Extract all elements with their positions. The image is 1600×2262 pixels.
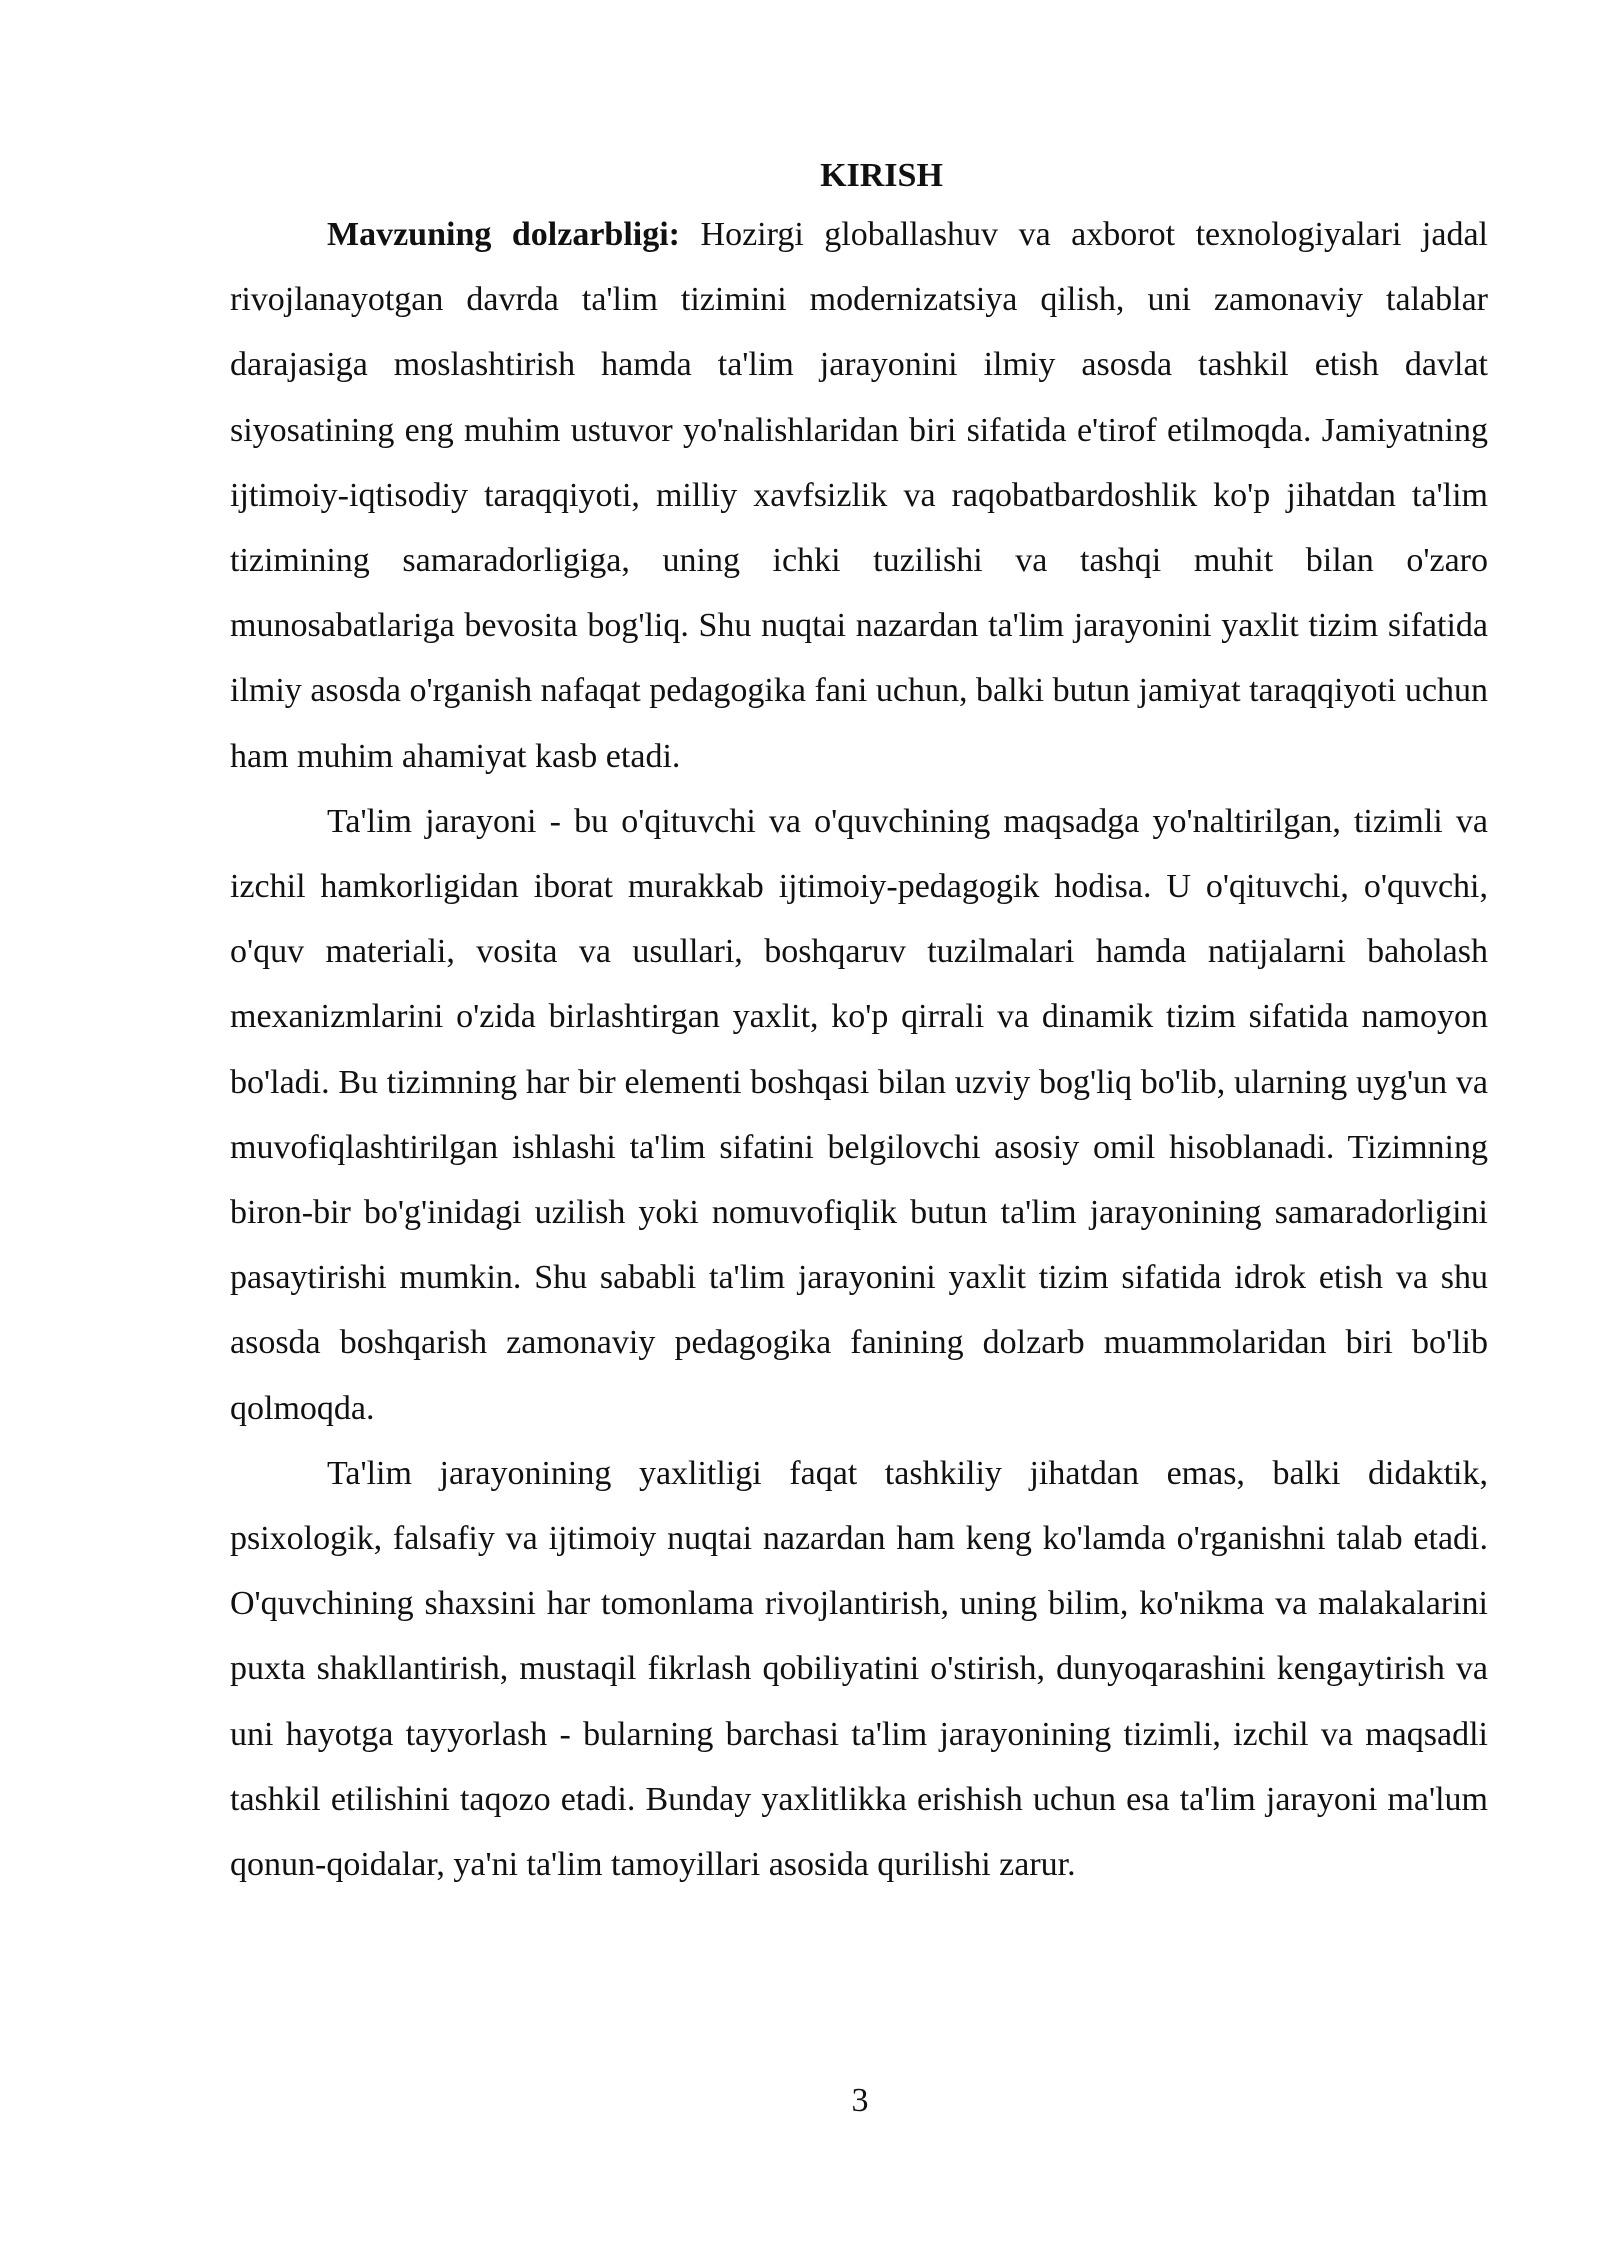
page-number: 3 — [851, 2082, 869, 2119]
paragraph-1-text: Hozirgi globallashuv va axborot texnologiyalari jadal rivojlanayotgan davrda ta'lim tizimini modernizatsiya qilish, uni zamonaviy talablar darajasiga moslashtirish hamda ta'lim jarayonini ilmiy asosda tashkil etish davlat siyosatining eng muhim ustuvor yo'nalishlaridan biri sifatida e'tirof etilmoqda. Jamiyatning ijtimoiy-iqtisodiy taraqqiyoti, milliy xavfsizlik va raqobatbardoshlik ko'p jihatdan ta'lim tizimining samaradorligiga, uning ichki tuzilishi va tashqi muhit bilan o'zaro munosabatlariga bevosita bog'liq. Shu nuqtai nazardan ta'lim jarayonini yaxlit tizim sifatida ilmiy asosda o'rganish nafaqat pedagogika fani uchun, balki butun jamiyat taraqqiyoti uchun ham muhim ahamiyat kasb etadi. — [230, 216, 1488, 775]
paragraph-2: Ta'lim jarayoni - bu o'qituvchi va o'quvchining maqsadga yo'naltirilgan, tizimli va izchil hamkorligidan iborat murakkab ijtimoiy-pedagogik hodisa. U o'qituvchi, o'quvchi, o'quv materiali, vosita va usullari, boshqaruv tuzilmalari hamda natijalarni baholash mexanizmlarini o'zida birlashtirgan yaxlit, ko'p qirrali va dinamik tizim sifatida namoyon bo'ladi. Bu tizimning har bir elementi boshqasi bilan uzviy bog'liq bo'lib, ularning uyg'un va muvofiqlashtirilgan ishlashi ta'lim sifatini belgilovchi asosiy omil hisoblanadi. Tizimning biron-bir bo'g'inidagi uzilish yoki nomuvofiqlik butun ta'lim jarayonining samaradorligini pasaytirishi mumkin. Shu sababli ta'lim jarayonini yaxlit tizim sifatida idrok etish va shu asosda boshqarish zamonaviy pedagogika fanining dolzarb muammolaridan biri bo'lib qolmoqda. — [230, 802, 1488, 1427]
section-heading: KIRISH — [820, 157, 943, 194]
paragraph-1 — [230, 202, 1488, 789]
paragraph-lead-label: Mavzuning dolzarbligi: — [327, 216, 680, 253]
paragraph-3: Ta'lim jarayonining yaxlitligi faqat tashkiliy jihatdan emas, balki didaktik, psixologik, falsafiy va ijtimoiy nuqtai nazardan ham keng ko'lamda o'rganishni talab etadi. O'quvchining shaxsini har tomonlama rivojlantirish, uning bilim, ko'nikma va malakalarini puxta shakllantirish, mustaqil fikrlash qobiliyatini o'stirish, dunyoqarashini kengaytirish va uni hayotga tayyorlash - bularning barchasi ta'lim jarayonining tizimli, izchil va maqsadli tashkil etilishini taqozo etadi. Bunday yaxlitlikka erishish uchun esa ta'lim jarayoni ma'lum qonun-qoidalar, ya'ni ta'lim tamoyillari asosida qurilishi zarur. — [230, 1454, 1488, 1884]
page-body — [230, 150, 1488, 1897]
